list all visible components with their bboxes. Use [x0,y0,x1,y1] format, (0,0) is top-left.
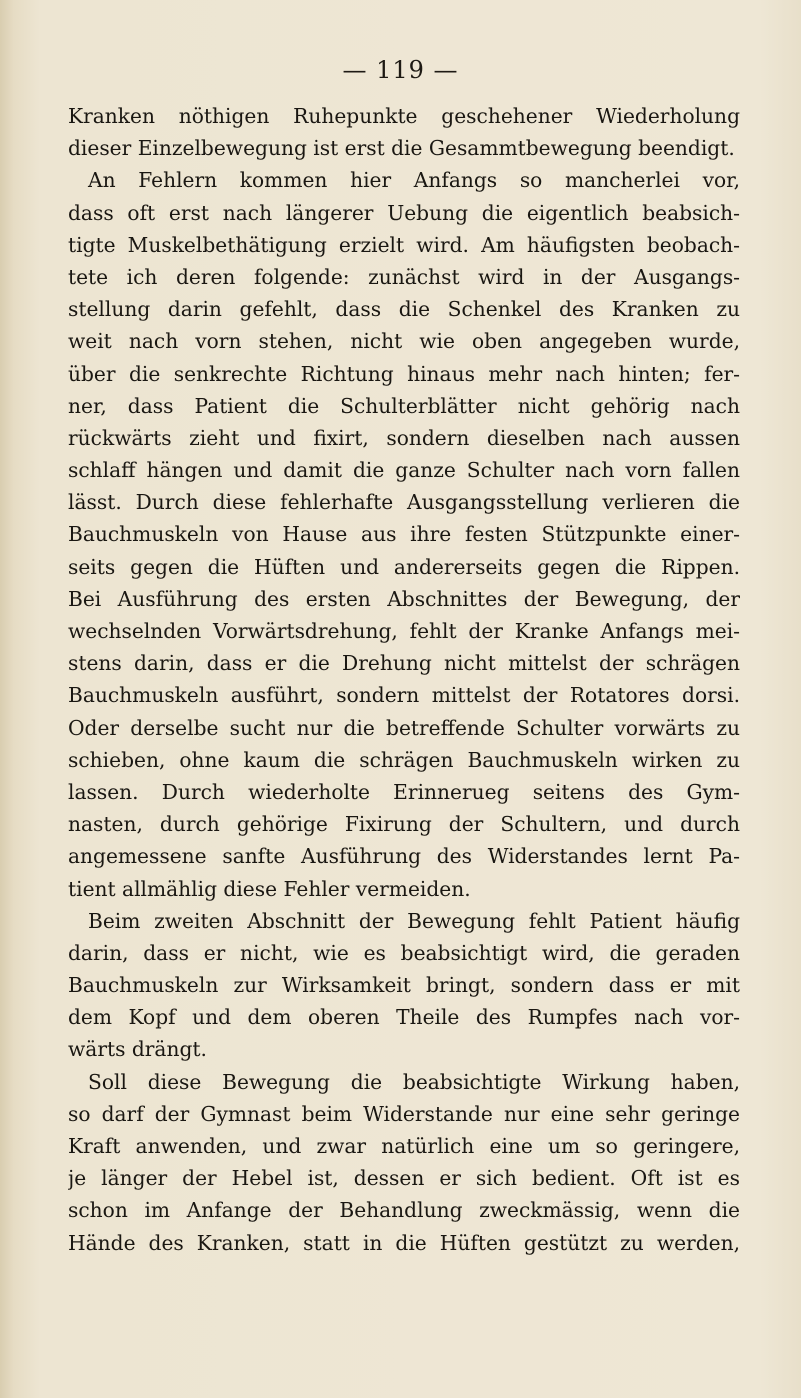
text-line: angemessene sanfte Ausführung des Widerstandes lernt Pa- [68,844,740,869]
text-line: Kranken nöthigen Ruhepunkte geschehener Wiederholung [68,104,740,128]
text-line: Soll diese Bewegung die beabsichtigte Wirkung haben, [88,1069,740,1094]
text-line: seits gegen die Hüften und andererseits gegen die Rippen. [68,554,740,579]
text-line: Bauchmuskeln ausführt, sondern mittelst der Rotatores dorsi. [68,683,740,708]
text-line: tete ich deren folgende: zunächst wird in der Ausgangs- [68,264,740,289]
text-line: rückwärts zieht und fixirt, sondern dieselben nach aussen [68,425,740,450]
text-line: schon im Anfange der Behandlung zweckmässig, wenn die [68,1198,740,1223]
text-line: Bauchmuskeln von Hause aus ihre festen Stützpunkte einer- [68,522,740,547]
page-number: — 119 — [342,56,459,84]
text-line: nasten, durch gehörige Fixirung der Schultern, und durch [68,812,740,837]
text-line: lassen. Durch wiederholte Erinnerueg seitens des Gym- [68,779,740,804]
text-line: Kraft anwenden, und zwar natürlich eine um so geringere, [68,1134,740,1158]
text-line: über die senkrechte Richtung hinaus mehr nach hinten; fer- [68,361,740,386]
text-line: ner, dass Patient die Schulterblätter nicht gehörig nach [68,393,740,418]
text-line: dass oft erst nach längerer Uebung die eigentlich beabsich- [68,200,740,225]
text-line: An Fehlern kommen hier Anfangs so mancherlei vor, [88,168,740,193]
text-line: dem Kopf und dem oberen Theile des Rumpfes nach vor- [68,1005,740,1030]
text-line: so darf der Gymnast beim Widerstande nur eine sehr geringe [68,1101,740,1126]
text-line: darin, dass er nicht, wie es beabsichtigt wird, die geraden [68,940,740,965]
text-line: Beim zweiten Abschnitt der Bewegung fehlt Patient häufig [88,908,740,933]
text-line: wechselnden Vorwärtsdrehung, fehlt der Kranke Anfangs mei- [68,619,740,643]
text-line: Hände des Kranken, statt in die Hüften gestützt zu werden, [68,1230,740,1255]
text-line: wärts drängt. [68,1037,207,1062]
text-line: Bauchmuskeln zur Wirksamkeit bringt, sondern dass er mit [68,973,740,998]
text-line: lässt. Durch diese fehlerhafte Ausgangsstellung verlieren die [68,490,740,515]
text-line: dieser Einzelbewegung ist erst die Gesammtbewegung beendigt. [68,136,735,161]
text-line: tient allmählig diese Fehler vermeiden. [68,876,471,901]
text-line: Bei Ausführung des ersten Abschnittes der Bewegung, der [68,586,740,611]
text-line: stens darin, dass er die Drehung nicht mittelst der schrägen [68,651,740,676]
text-line: schieben, ohne kaum die schrägen Bauchmuskeln wirken zu [68,747,740,772]
body-text [68,100,740,1259]
text-line: stellung darin gefehlt, dass die Schenkel des Kranken zu [68,297,740,322]
text-line: weit nach vorn stehen, nicht wie oben angegeben wurde, [68,329,740,354]
text-line: Oder derselbe sucht nur die betreffende Schulter vorwärts zu [68,715,740,740]
text-line: tigte Muskelbethätigung erzielt wird. Am häufigsten beobach- [68,232,740,257]
text-line: schlaff hängen und damit die ganze Schulter nach vorn fallen [68,458,740,483]
text-line: je länger der Hebel ist, dessen er sich bedient. Oft ist es [68,1166,740,1191]
